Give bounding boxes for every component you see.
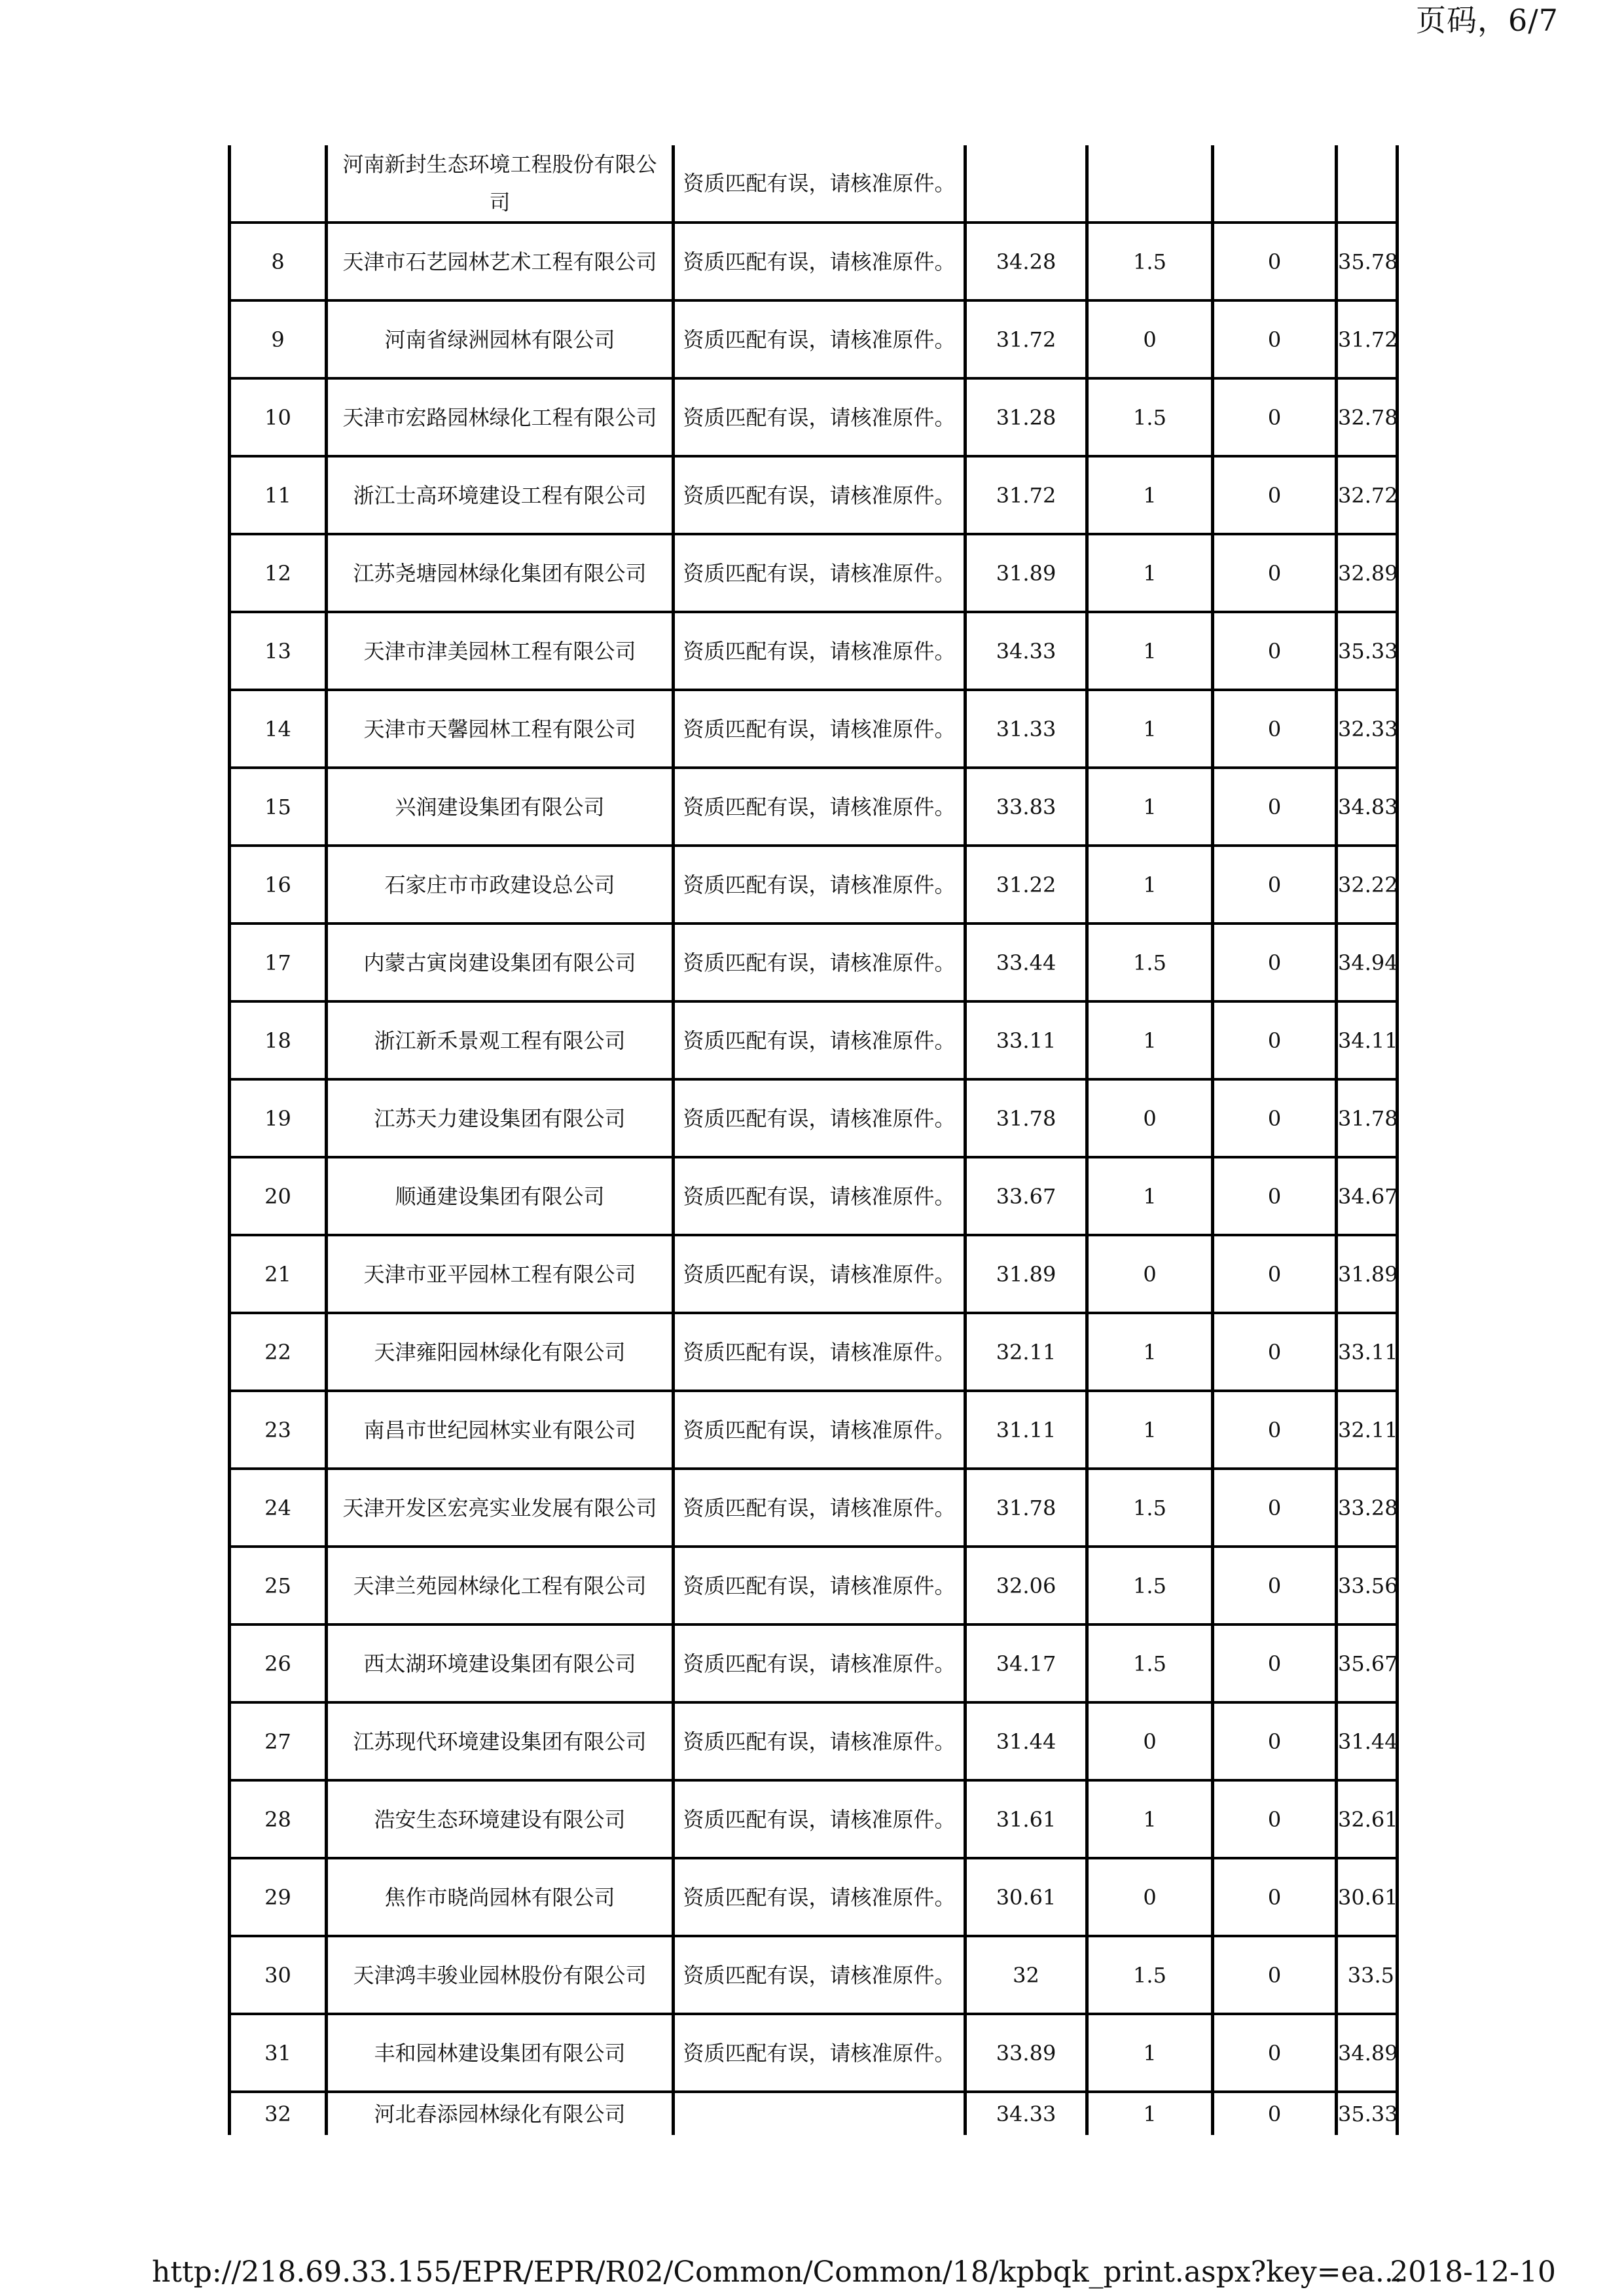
company-name-cell: 顺通建设集团有限公司 bbox=[327, 1157, 674, 1235]
total-score-cell: 32.72 bbox=[1337, 456, 1398, 534]
row-number-cell: 29 bbox=[230, 1858, 327, 1936]
table-row bbox=[230, 223, 1398, 300]
company-name-cell: 焦作市晓尚园林有限公司 bbox=[327, 1858, 674, 1936]
company-name-cell: 天津市津美园林工程有限公司 bbox=[327, 612, 674, 690]
table-row bbox=[230, 1936, 1398, 2014]
company-name-cell: 天津市亚平园林工程有限公司 bbox=[327, 1235, 674, 1313]
table-row bbox=[230, 1391, 1398, 1469]
table-row bbox=[230, 1157, 1398, 1235]
row-number-cell: 17 bbox=[230, 924, 327, 1001]
total-score-cell: 32.61 bbox=[1337, 1780, 1398, 1858]
remark-cell: 资质匹配有误，请核准原件。 bbox=[674, 1001, 965, 1079]
score-cell: 32 bbox=[965, 1936, 1087, 2014]
table-row bbox=[230, 612, 1398, 690]
remark-cell: 资质匹配有误，请核准原件。 bbox=[674, 1313, 965, 1391]
total-score-cell: 33.5 bbox=[1337, 1936, 1398, 2014]
row-number-cell: 24 bbox=[230, 1469, 327, 1547]
score-cell: 34.28 bbox=[965, 223, 1087, 300]
score-cell: 32.06 bbox=[965, 1547, 1087, 1624]
deduction-cell: 0 bbox=[1213, 1780, 1337, 1858]
deduction-cell: 0 bbox=[1213, 612, 1337, 690]
total-score-cell: 30.61 bbox=[1337, 1858, 1398, 1936]
score-cell: 31.44 bbox=[965, 1702, 1087, 1780]
score-cell: 33.83 bbox=[965, 768, 1087, 846]
total-score-cell: 32.33 bbox=[1337, 690, 1398, 768]
deduction-cell: 0 bbox=[1213, 378, 1337, 456]
remark-cell: 资质匹配有误，请核准原件。 bbox=[674, 300, 965, 378]
company-name-cell: 南昌市世纪园林实业有限公司 bbox=[327, 1391, 674, 1469]
deduction-cell: 0 bbox=[1213, 1702, 1337, 1780]
table-row bbox=[230, 1702, 1398, 1780]
footer-url: http://218.69.33.155/EPR/EPR/R02/Common/Common/18/kpbqk_print.aspx?key=ea... bbox=[152, 2255, 1403, 2289]
score-cell: 31.33 bbox=[965, 690, 1087, 768]
total-score-cell: 35.67 bbox=[1337, 1624, 1398, 1702]
row-number-cell: 21 bbox=[230, 1235, 327, 1313]
score-cell: 31.78 bbox=[965, 1079, 1087, 1157]
bonus-cell: 1 bbox=[1087, 846, 1213, 924]
company-name-cell: 天津鸿丰骏业园林股份有限公司 bbox=[327, 1936, 674, 2014]
bonus-cell: 1.5 bbox=[1087, 1624, 1213, 1702]
score-cell: 31.28 bbox=[965, 378, 1087, 456]
remark-cell: 资质匹配有误，请核准原件。 bbox=[674, 223, 965, 300]
bonus-cell: 1 bbox=[1087, 768, 1213, 846]
table-row bbox=[230, 924, 1398, 1001]
remark-cell: 资质匹配有误，请核准原件。 bbox=[674, 534, 965, 612]
bonus-cell: 1 bbox=[1087, 456, 1213, 534]
remark-cell: 资质匹配有误，请核准原件。 bbox=[674, 1235, 965, 1313]
deduction-cell: 0 bbox=[1213, 1235, 1337, 1313]
total-score-cell: 35.33 bbox=[1337, 612, 1398, 690]
remark-cell: 资质匹配有误，请核准原件。 bbox=[674, 456, 965, 534]
table-row bbox=[230, 846, 1398, 924]
total-score-cell: 32.89 bbox=[1337, 534, 1398, 612]
deduction-cell: 0 bbox=[1213, 1936, 1337, 2014]
row-number-cell: 16 bbox=[230, 846, 327, 924]
score-cell: 31.61 bbox=[965, 1780, 1087, 1858]
table-body bbox=[230, 145, 1398, 2135]
company-name-cell: 河北春添园林绿化有限公司 bbox=[327, 2092, 674, 2135]
row-number-cell: 22 bbox=[230, 1313, 327, 1391]
row-number-cell: 15 bbox=[230, 768, 327, 846]
table-row bbox=[230, 145, 1398, 223]
deduction-cell: 0 bbox=[1213, 690, 1337, 768]
deduction-cell: 0 bbox=[1213, 1391, 1337, 1469]
deduction-cell: 0 bbox=[1213, 1157, 1337, 1235]
remark-cell: 资质匹配有误，请核准原件。 bbox=[674, 1547, 965, 1624]
table-row bbox=[230, 1547, 1398, 1624]
total-score-cell: 35.78 bbox=[1337, 223, 1398, 300]
bonus-cell: 1 bbox=[1087, 1391, 1213, 1469]
score-cell: 31.78 bbox=[965, 1469, 1087, 1547]
company-name-cell: 天津市天馨园林工程有限公司 bbox=[327, 690, 674, 768]
score-cell: 33.11 bbox=[965, 1001, 1087, 1079]
remark-cell: 资质匹配有误，请核准原件。 bbox=[674, 846, 965, 924]
bonus-cell: 0 bbox=[1087, 1079, 1213, 1157]
company-name-cell: 天津开发区宏亮实业发展有限公司 bbox=[327, 1469, 674, 1547]
bonus-cell: 0 bbox=[1087, 1702, 1213, 1780]
company-name-cell: 天津兰苑园林绿化工程有限公司 bbox=[327, 1547, 674, 1624]
score-cell: 34.33 bbox=[965, 2092, 1087, 2135]
deduction-cell: 0 bbox=[1213, 1079, 1337, 1157]
deduction-cell: 0 bbox=[1213, 456, 1337, 534]
total-score-cell: 31.72 bbox=[1337, 300, 1398, 378]
table-row bbox=[230, 1001, 1398, 1079]
bonus-cell: 1 bbox=[1087, 1157, 1213, 1235]
bonus-cell: 1.5 bbox=[1087, 1469, 1213, 1547]
deduction-cell: 0 bbox=[1213, 1469, 1337, 1547]
row-number-cell: 30 bbox=[230, 1936, 327, 2014]
row-number-cell: 27 bbox=[230, 1702, 327, 1780]
score-cell: 31.72 bbox=[965, 456, 1087, 534]
company-name-cell: 天津市宏路园林绿化工程有限公司 bbox=[327, 378, 674, 456]
row-number-cell: 32 bbox=[230, 2092, 327, 2135]
deduction-cell: 0 bbox=[1213, 846, 1337, 924]
company-name-cell: 浙江新禾景观工程有限公司 bbox=[327, 1001, 674, 1079]
total-score-cell: 33.11 bbox=[1337, 1313, 1398, 1391]
row-number-cell bbox=[230, 145, 327, 223]
score-cell: 31.72 bbox=[965, 300, 1087, 378]
company-name-cell: 河南新封生态环境工程股份有限公司 bbox=[327, 145, 674, 223]
remark-cell bbox=[674, 2092, 965, 2135]
bonus-cell: 0 bbox=[1087, 1858, 1213, 1936]
row-number-cell: 8 bbox=[230, 223, 327, 300]
company-name-cell: 内蒙古寅岗建设集团有限公司 bbox=[327, 924, 674, 1001]
bonus-cell: 1 bbox=[1087, 1313, 1213, 1391]
deduction-cell: 0 bbox=[1213, 1858, 1337, 1936]
row-number-cell: 9 bbox=[230, 300, 327, 378]
row-number-cell: 18 bbox=[230, 1001, 327, 1079]
deduction-cell: 0 bbox=[1213, 2092, 1337, 2135]
score-cell: 32.11 bbox=[965, 1313, 1087, 1391]
remark-cell: 资质匹配有误，请核准原件。 bbox=[674, 612, 965, 690]
bonus-cell: 1.5 bbox=[1087, 378, 1213, 456]
company-name-cell: 江苏尧塘园林绿化集团有限公司 bbox=[327, 534, 674, 612]
row-number-cell: 28 bbox=[230, 1780, 327, 1858]
table-row bbox=[230, 1780, 1398, 1858]
deduction-cell: 0 bbox=[1213, 768, 1337, 846]
page-number: 页码，6/7 bbox=[1415, 3, 1559, 38]
bonus-cell: 1.5 bbox=[1087, 1936, 1213, 2014]
company-name-cell: 河南省绿洲园林有限公司 bbox=[327, 300, 674, 378]
total-score-cell: 32.78 bbox=[1337, 378, 1398, 456]
company-name-cell: 西太湖环境建设集团有限公司 bbox=[327, 1624, 674, 1702]
bonus-cell: 1 bbox=[1087, 612, 1213, 690]
deduction-cell bbox=[1213, 145, 1337, 223]
bonus-cell: 1 bbox=[1087, 1780, 1213, 1858]
row-number-cell: 31 bbox=[230, 2014, 327, 2092]
deduction-cell: 0 bbox=[1213, 1313, 1337, 1391]
total-score-cell: 32.11 bbox=[1337, 1391, 1398, 1469]
remark-cell: 资质匹配有误，请核准原件。 bbox=[674, 690, 965, 768]
remark-cell: 资质匹配有误，请核准原件。 bbox=[674, 924, 965, 1001]
row-number-cell: 26 bbox=[230, 1624, 327, 1702]
deduction-cell: 0 bbox=[1213, 300, 1337, 378]
total-score-cell: 34.89 bbox=[1337, 2014, 1398, 2092]
table-row bbox=[230, 378, 1398, 456]
row-number-cell: 13 bbox=[230, 612, 327, 690]
score-cell: 33.89 bbox=[965, 2014, 1087, 2092]
row-number-cell: 14 bbox=[230, 690, 327, 768]
remark-cell: 资质匹配有误，请核准原件。 bbox=[674, 768, 965, 846]
company-name-cell: 天津雍阳园林绿化有限公司 bbox=[327, 1313, 674, 1391]
deduction-cell: 0 bbox=[1213, 1547, 1337, 1624]
bonus-cell: 1 bbox=[1087, 534, 1213, 612]
deduction-cell: 0 bbox=[1213, 2014, 1337, 2092]
company-name-cell: 江苏天力建设集团有限公司 bbox=[327, 1079, 674, 1157]
score-cell bbox=[965, 145, 1087, 223]
bonus-cell: 1.5 bbox=[1087, 223, 1213, 300]
score-cell: 31.89 bbox=[965, 534, 1087, 612]
total-score-cell: 32.22 bbox=[1337, 846, 1398, 924]
remark-cell: 资质匹配有误，请核准原件。 bbox=[674, 1157, 965, 1235]
total-score-cell: 31.78 bbox=[1337, 1079, 1398, 1157]
remark-cell: 资质匹配有误，请核准原件。 bbox=[674, 2014, 965, 2092]
company-name-cell: 兴润建设集团有限公司 bbox=[327, 768, 674, 846]
total-score-cell: 33.28 bbox=[1337, 1469, 1398, 1547]
table-row bbox=[230, 2092, 1398, 2135]
score-cell: 33.44 bbox=[965, 924, 1087, 1001]
deduction-cell: 0 bbox=[1213, 1624, 1337, 1702]
deduction-cell: 0 bbox=[1213, 223, 1337, 300]
bonus-cell bbox=[1087, 145, 1213, 223]
bonus-cell: 1 bbox=[1087, 2014, 1213, 2092]
table-row bbox=[230, 456, 1398, 534]
table-row bbox=[230, 300, 1398, 378]
table-row bbox=[230, 1313, 1398, 1391]
table-row bbox=[230, 534, 1398, 612]
bonus-cell: 0 bbox=[1087, 1235, 1213, 1313]
bonus-cell: 1.5 bbox=[1087, 1547, 1213, 1624]
remark-cell: 资质匹配有误，请核准原件。 bbox=[674, 1624, 965, 1702]
table-row bbox=[230, 1235, 1398, 1313]
deduction-cell: 0 bbox=[1213, 1001, 1337, 1079]
company-name-cell: 石家庄市市政建设总公司 bbox=[327, 846, 674, 924]
total-score-cell: 35.33 bbox=[1337, 2092, 1398, 2135]
score-cell: 34.33 bbox=[965, 612, 1087, 690]
company-name-cell: 丰和园林建设集团有限公司 bbox=[327, 2014, 674, 2092]
company-name-cell: 浙江士高环境建设工程有限公司 bbox=[327, 456, 674, 534]
table-row bbox=[230, 768, 1398, 846]
remark-cell: 资质匹配有误，请核准原件。 bbox=[674, 1936, 965, 2014]
row-number-cell: 20 bbox=[230, 1157, 327, 1235]
table-row bbox=[230, 1469, 1398, 1547]
bonus-cell: 1.5 bbox=[1087, 924, 1213, 1001]
remark-cell: 资质匹配有误，请核准原件。 bbox=[674, 1702, 965, 1780]
score-cell: 31.11 bbox=[965, 1391, 1087, 1469]
total-score-cell bbox=[1337, 145, 1398, 223]
table-row bbox=[230, 1079, 1398, 1157]
deduction-cell: 0 bbox=[1213, 924, 1337, 1001]
evaluation-results-table bbox=[228, 145, 1399, 2135]
bonus-cell: 1 bbox=[1087, 2092, 1213, 2135]
score-cell: 30.61 bbox=[965, 1858, 1087, 1936]
remark-cell: 资质匹配有误，请核准原件。 bbox=[674, 1079, 965, 1157]
row-number-cell: 11 bbox=[230, 456, 327, 534]
score-cell: 31.89 bbox=[965, 1235, 1087, 1313]
total-score-cell: 34.83 bbox=[1337, 768, 1398, 846]
bonus-cell: 1 bbox=[1087, 1001, 1213, 1079]
table-row bbox=[230, 1858, 1398, 1936]
score-cell: 34.17 bbox=[965, 1624, 1087, 1702]
total-score-cell: 34.11 bbox=[1337, 1001, 1398, 1079]
row-number-cell: 19 bbox=[230, 1079, 327, 1157]
row-number-cell: 12 bbox=[230, 534, 327, 612]
company-name-cell: 天津市石艺园林艺术工程有限公司 bbox=[327, 223, 674, 300]
total-score-cell: 33.56 bbox=[1337, 1547, 1398, 1624]
total-score-cell: 31.44 bbox=[1337, 1702, 1398, 1780]
remark-cell: 资质匹配有误，请核准原件。 bbox=[674, 1780, 965, 1858]
bonus-cell: 0 bbox=[1087, 300, 1213, 378]
row-number-cell: 25 bbox=[230, 1547, 327, 1624]
score-cell: 33.67 bbox=[965, 1157, 1087, 1235]
remark-cell: 资质匹配有误，请核准原件。 bbox=[674, 145, 965, 223]
company-name-cell: 江苏现代环境建设集团有限公司 bbox=[327, 1702, 674, 1780]
table-row bbox=[230, 2014, 1398, 2092]
remark-cell: 资质匹配有误，请核准原件。 bbox=[674, 1469, 965, 1547]
footer-date: 2018-12-10 bbox=[1390, 2255, 1556, 2289]
remark-cell: 资质匹配有误，请核准原件。 bbox=[674, 1858, 965, 1936]
company-name-cell: 浩安生态环境建设有限公司 bbox=[327, 1780, 674, 1858]
total-score-cell: 34.94 bbox=[1337, 924, 1398, 1001]
total-score-cell: 31.89 bbox=[1337, 1235, 1398, 1313]
table-row bbox=[230, 690, 1398, 768]
table-row bbox=[230, 1624, 1398, 1702]
score-cell: 31.22 bbox=[965, 846, 1087, 924]
row-number-cell: 10 bbox=[230, 378, 327, 456]
remark-cell: 资质匹配有误，请核准原件。 bbox=[674, 378, 965, 456]
bonus-cell: 1 bbox=[1087, 690, 1213, 768]
row-number-cell: 23 bbox=[230, 1391, 327, 1469]
remark-cell: 资质匹配有误，请核准原件。 bbox=[674, 1391, 965, 1469]
deduction-cell: 0 bbox=[1213, 534, 1337, 612]
total-score-cell: 34.67 bbox=[1337, 1157, 1398, 1235]
